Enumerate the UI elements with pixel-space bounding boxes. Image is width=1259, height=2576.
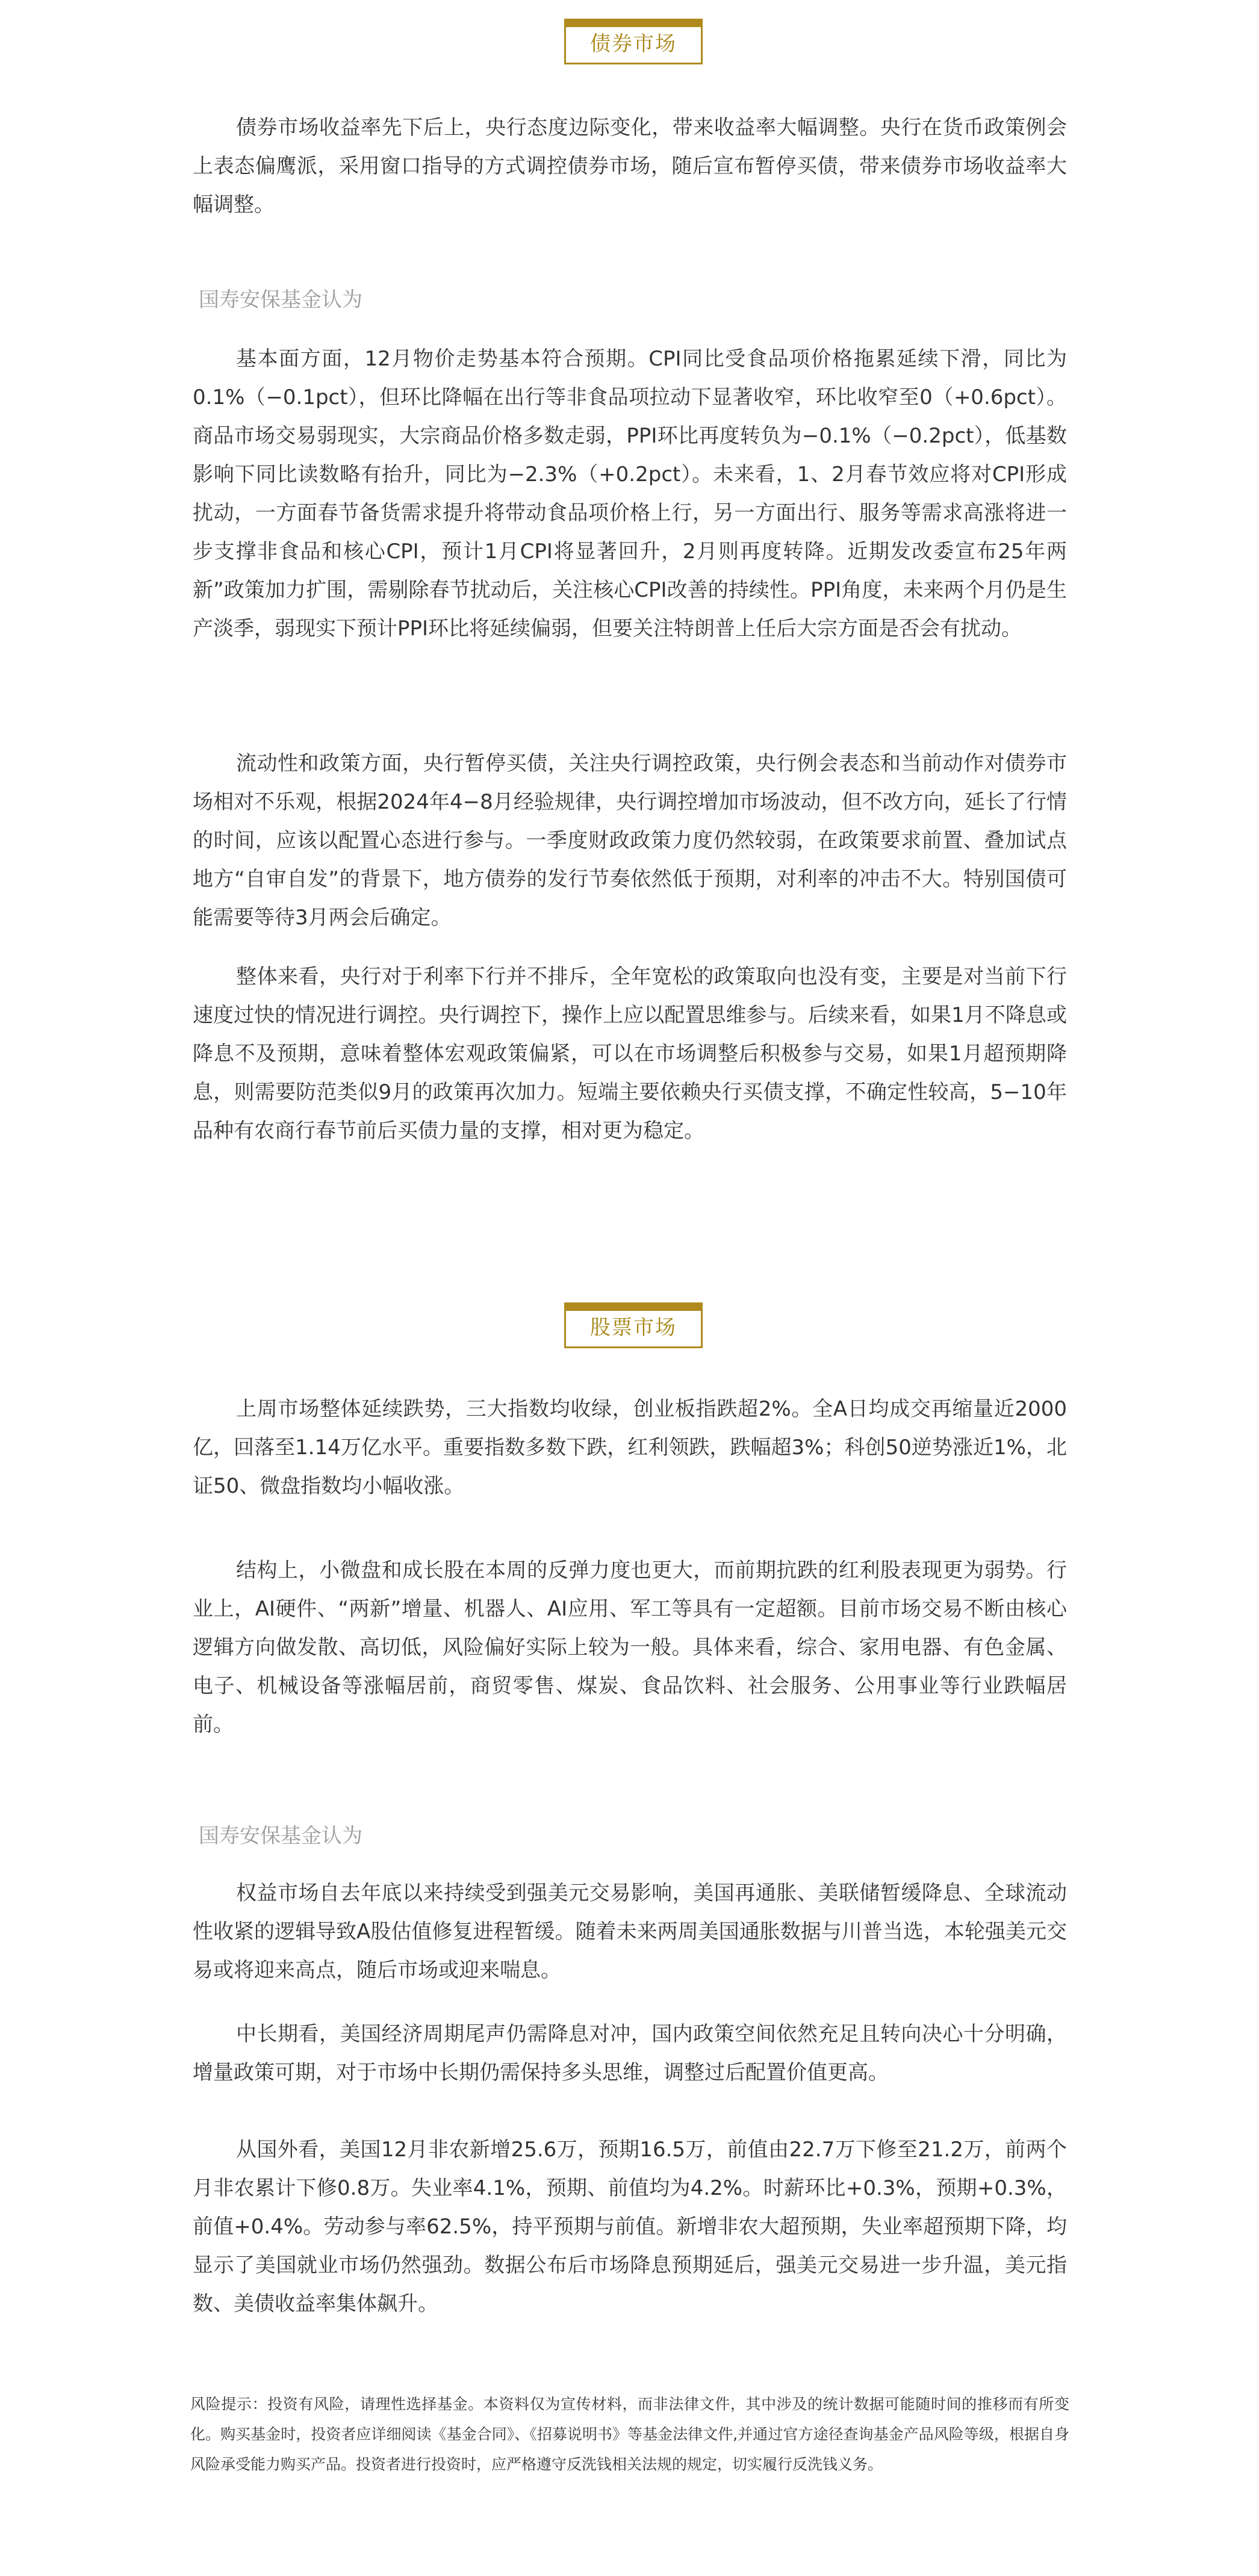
bond-overall-block	[193, 957, 1067, 1150]
bond-fundamentals-block	[193, 340, 1067, 648]
stock-market-badge: 股票市场	[564, 1302, 703, 1348]
bond-liquidity-paragraph: 流动性和政策方面，央行暂停买债，关注央行调控政策，央行例会表态和当前动作对债券市场相对不乐观，根据2024年4−8月经验规律，央行调控增加市场波动，但不改方向，延长了行情的时间，应该以配置心态进行参与。一季度财政政策力度仍然较弱，在政策要求前置、叠加试点地方“自审自发”的背景下，地方债券的发行节奏依然低于预期，对利率的冲击不大。特别国债可能需要等待3月两会后确定。	[193, 751, 1067, 930]
bond-overall-paragraph: 整体来看，央行对于利率下行并不排斥，全年宽松的政策取向也没有变，主要是对当前下行速度过快的情况进行调控。央行调控下，操作上应以配置思维参与。后续来看，如果1月不降息或降息不及预期，意味着整体宏观政策偏紧，可以在市场调整后积极参与交易，如果1月超预期降息，则需要防范类似9月的政策再次加力。短端主要依赖央行买债支撑，不确定性较高，5−10年品种有农商行春节前后买债力量的支撑，相对更为稳定。	[193, 965, 1067, 1143]
risk-disclaimer: 风险提示：投资有风险，请理性选择基金。本资料仅为宣传材料，而非法律文件，其中涉及的统计数据可能随时间的推移而有所变化。购买基金时，投资者应详细阅读《基金合同》、《招募说明书》等基金法律文件,并通过官方途径查询基金产品风险等级，根据自身风险承受能力购买产品。投资者进行投资时，应严格遵守反洗钱相关法规的规定，切实履行反洗钱义务。	[190, 2395, 1069, 2473]
stock-weekly-paragraph: 上周市场整体延续跌势，三大指数均收绿，创业板指跌超2%。全A日均成交再缩量近2000亿，回落至1.14万亿水平。重要指数多数下跌，红利领跌，跌幅超3%；科创50逆势涨近1%，北证50、微盘指数均小幅收涨。	[193, 1397, 1067, 1498]
bond-intro-paragraph: 债券市场收益率先下后上，央行态度边际变化，带来收益率大幅调整。央行在货币政策例会上表态偏鹰派，采用窗口指导的方式调控债券市场，随后宣布暂停买债，带来债券市场收益率大幅调整。	[193, 116, 1067, 217]
stock-structure-paragraph: 结构上，小微盘和成长股在本周的反弹力度也更大，而前期抗跌的红利股表现更为弱势。行业上，AI硬件、“两新”增量、机器人、AI应用、军工等具有一定超额。目前市场交易不断由核心逻辑方向做发散、高切低，风险偏好实际上较为一般。具体来看，综合、家用电器、有色金属、电子、机械设备等涨幅居前，商贸零售、煤炭、食品饮料、社会服务、公用事业等行业跌幅居前。	[193, 1558, 1067, 1737]
stock-midlong-block	[193, 2015, 1067, 2092]
bond-fundamentals-paragraph: 基本面方面，12月物价走势基本符合预期。CPI同比受食品项价格拖累延续下滑，同比为0.1%（−0.1pct），但环比降幅在出行等非食品项拉动下显著收窄，环比收窄至0（+0.6pct）。商品市场交易弱现实，大宗商品价格多数走弱，PPI环比再度转负为−0.1%（−0.2pct），低基数影响下同比读数略有抬升，同比为−2.3%（+0.2pct）。未来看，1、2月春节效应将对CPI形成扰动，一方面春节备货需求提升将带动食品项价格上行，另一方面出行、服务等需求高涨将进一步支撑非食品和核心CPI，预计1月CPI将显著回升，2月则再度转降。近期发改委宣布25年两新”政策加力扩围，需剔除春节扰动后，关注核心CPI改善的持续性。PPI角度，未来两个月仍是生产淡季，弱现实下预计PPI环比将延续偏弱，但要关注特朗普上任后大宗方面是否会有扰动。	[193, 347, 1067, 641]
bond-liquidity-block	[193, 744, 1067, 937]
stock-equity-block	[193, 1874, 1067, 1990]
stock-weekly-block	[193, 1390, 1067, 1505]
bond-intro-block	[193, 108, 1067, 224]
stock-view-heading: 国寿安保基金认为	[199, 1824, 362, 1848]
stock-structure-block	[193, 1551, 1067, 1744]
stock-overseas-block	[193, 2130, 1067, 2323]
stock-midlong-paragraph: 中长期看，美国经济周期尾声仍需降息对冲，国内政策空间依然充足且转向决心十分明确，增量政策可期，对于市场中长期仍需保持多头思维，调整过后配置价值更高。	[193, 2022, 1067, 2085]
stock-overseas-paragraph: 从国外看，美国12月非农新增25.6万，预期16.5万，前值由22.7万下修至21.2万，前两个月非农累计下修0.8万。失业率4.1%，预期、前值均为4.2%。时薪环比+0.3%，预期+0.3%，前值+0.4%。劳动参与率62.5%，持平预期与前值。新增非农大超预期，失业率超预期下降，均显示了美国就业市场仍然强劲。数据公布后市场降息预期延后，强美元交易进一步升温，美元指数、美债收益率集体飙升。	[193, 2138, 1067, 2316]
bond-view-heading: 国寿安保基金认为	[199, 288, 362, 312]
stock-equity-paragraph: 权益市场自去年底以来持续受到强美元交易影响，美国再通胀、美联储暂缓降息、全球流动性收紧的逻辑导致A股估值修复进程暂缓。随着未来两周美国通胀数据与川普当选，本轮强美元交易或将迎来高点，随后市场或迎来喘息。	[193, 1881, 1067, 1982]
bond-market-badge: 债券市场	[564, 19, 703, 64]
